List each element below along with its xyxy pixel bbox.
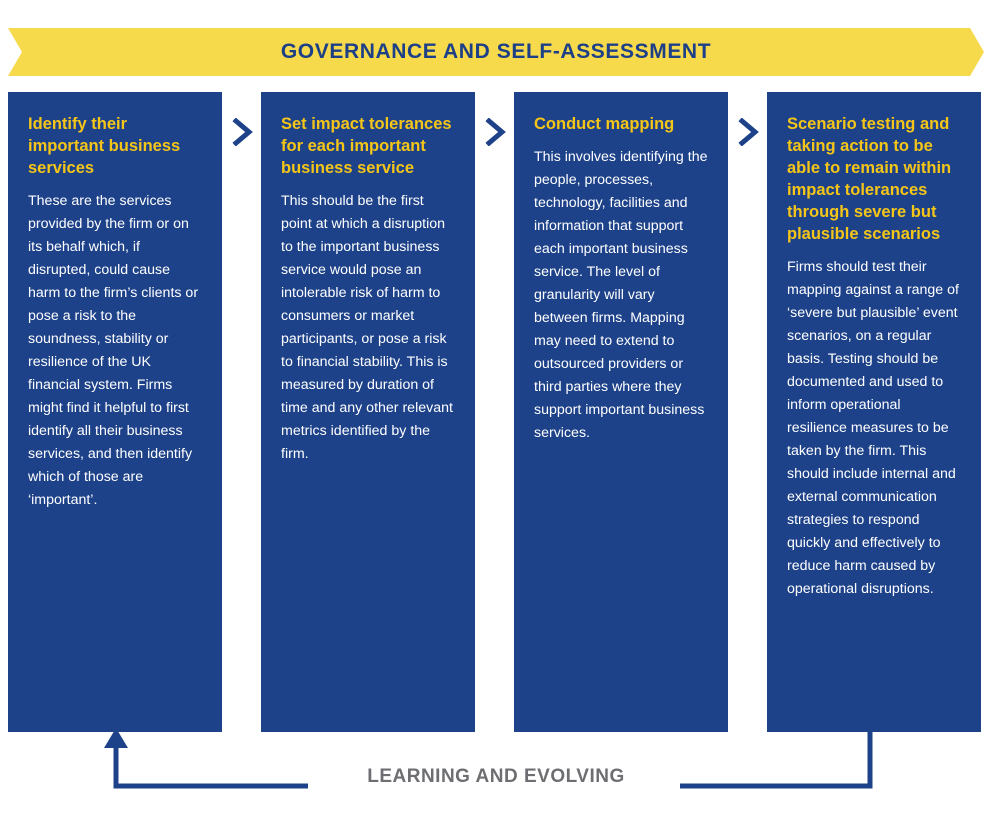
chevron-right-icon bbox=[232, 118, 254, 146]
stage-card-3 bbox=[514, 92, 728, 732]
learning-loop-label: LEARNING AND EVOLVING bbox=[367, 766, 625, 787]
stage-body: Firms should test their mapping against a range of ‘severe but plausible’ event scenarios, on a regular basis. Testing should be documented and used to inform operational resilience measures to be taken by the firm. This should include internal and external communication strategies to respond quickly and effectively to reduce harm caused by operational disruptions. bbox=[787, 258, 959, 597]
stage-body: This involves identifying the people, processes, technology, facilities and information that support each important business service. The level of granularity will vary between firms. Mapping may need to extend to outsourced providers or third parties where they support important business services. bbox=[534, 148, 708, 441]
stage-card-4 bbox=[767, 92, 981, 732]
stage-heading: Identify their important business services bbox=[28, 115, 181, 177]
stage-card-2 bbox=[261, 92, 475, 732]
stage-body: These are the services provided by the firm or on its behalf which, if disrupted, could cause harm to the firm’s clients or pose a risk to the soundness, stability or resilience of the UK financial system. Firms might find it helpful to first identify all their business services, and then identify which of those are ‘important’. bbox=[28, 192, 199, 508]
governance-banner bbox=[8, 28, 984, 76]
stage-heading: Set impact tolerances for each important business service bbox=[281, 115, 452, 177]
stage-heading: Conduct mapping bbox=[534, 115, 675, 133]
learning-loop bbox=[8, 728, 984, 808]
stage-card-1 bbox=[8, 92, 222, 732]
stage-heading: Scenario testing and taking action to be able to remain within impact tolerances through severe but plausible scenarios bbox=[787, 115, 952, 243]
stage-body: This should be the first point at which a disruption to the important business service would pose an intolerable risk of harm to consumers or market participants, or pose a risk to financial stability. This is measured by duration of time and any other relevant metrics identified by the firm. bbox=[281, 192, 453, 462]
chevron-right-icon bbox=[485, 118, 507, 146]
banner-title: GOVERNANCE AND SELF-ASSESSMENT bbox=[280, 40, 712, 63]
chevron-right-icon bbox=[738, 118, 760, 146]
